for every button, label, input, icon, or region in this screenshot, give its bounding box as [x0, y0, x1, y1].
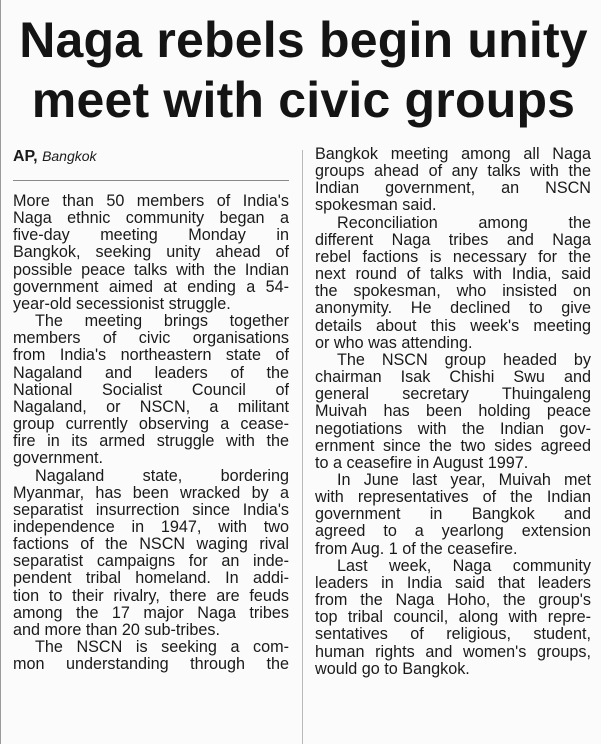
article-text-line: would go to Bangkok.	[315, 660, 470, 678]
article-text-line: factions of the NSCN waging rival	[13, 536, 289, 554]
article-text-line: Reconciliation among the	[337, 214, 591, 232]
article-text-line: government in Bangkok and	[315, 506, 591, 524]
article-text-line: human rights and women's groups,	[315, 643, 591, 661]
article-text-line: ernment since the two sides agreed	[315, 437, 591, 455]
article-text-line: Myanmar, has been wracked by a	[13, 484, 289, 502]
article-text-line: rebel factions is necessary for the	[315, 248, 591, 266]
article-text-line: groups ahead of any talks with the	[315, 163, 591, 181]
article-text-line: The NSCN group headed by	[337, 351, 591, 369]
article-text-line: group currently observing a cease-	[13, 416, 289, 434]
article-text-line: Nagaland and leaders of the	[13, 364, 289, 382]
article-text-line: The NSCN is seeking a com-	[35, 639, 289, 657]
article-text-line: with representatives of the Indian	[315, 489, 591, 507]
article-text-line: Muivah has been holding peace	[315, 403, 591, 421]
article-text-line: general secretary Thuingaleng	[315, 386, 591, 404]
article-text-line: or who was attending.	[315, 334, 473, 352]
article-text-line: among the 17 major Naga tribes	[13, 604, 289, 622]
article-text-line: next round of talks with India, said	[315, 266, 591, 284]
article-text-line: members of civic organisations	[13, 330, 289, 348]
left-column-text	[13, 193, 289, 673]
article-text-line: from the Naga Hoho, the group's	[315, 592, 591, 610]
article-text-line: anonymity. He declined to give	[315, 300, 591, 318]
article-text-line: possible peace talks with the Indian	[13, 261, 289, 279]
article-text-line: from Aug. 1 of the ceasefire.	[315, 540, 518, 558]
article-column-left	[13, 146, 289, 673]
article-text-line: More than 50 members of India's	[13, 193, 289, 210]
dateline-place: Bangkok	[42, 148, 97, 164]
article-text-line: Nagaland state, bordering	[35, 467, 289, 485]
article-text-line: Last week, Naga community	[337, 557, 591, 575]
article-text-line: government.	[13, 450, 103, 468]
article-text-line: the spokesman, who insisted on	[315, 283, 591, 301]
article-text-line: sentatives of religious, student,	[315, 626, 591, 644]
article-text-line: top tribal council, along with repre-	[315, 609, 591, 627]
article-headline	[11, 10, 596, 130]
article-text-line: fire in its armed struggle with the	[13, 433, 289, 451]
article-text-line: year-old secessionist struggle.	[13, 295, 231, 313]
article-text-line: negotiations with the Indian gov-	[315, 420, 591, 438]
dateline-agency: AP,	[13, 148, 38, 165]
article-text-line: In June last year, Muivah met	[337, 471, 591, 489]
article-text-line: National Socialist Council of	[13, 381, 289, 399]
article-text-line: and more than 20 sub-tribes.	[13, 621, 220, 639]
right-column-text	[315, 146, 591, 678]
article-text-line: different Naga tribes and Naga	[315, 231, 591, 249]
article-text-line: leaders in India said that leaders	[315, 574, 591, 592]
article-text-line: separatist insurrection since India's	[13, 501, 289, 519]
dateline-rule	[13, 180, 289, 181]
article-text-line: Nagaland, or NSCN, a militant	[13, 398, 289, 416]
article-text-line: government aimed at ending a 54-	[13, 278, 289, 296]
article-text-line: agreed to a yearlong extension	[315, 523, 591, 541]
article-text-line: Bangkok, seeking unity ahead of	[13, 244, 289, 262]
article-text-line: five-day meeting Monday in	[13, 227, 289, 245]
headline-line: Naga rebels begin unity	[19, 12, 588, 68]
article-text-line: Naga ethnic community began a	[13, 210, 289, 228]
article-text-line: Bangkok meeting among all Naga	[315, 146, 591, 163]
article-text-line: chairman Isak Chishi Swu and	[315, 369, 591, 387]
article-text-line: to a ceasefire in August 1997.	[315, 454, 529, 472]
article-text-line: independence in 1947, with two	[13, 518, 289, 536]
article-text-line: separatist campaigns for an inde-	[13, 553, 289, 571]
article-text-line: details about this week's meeting	[315, 317, 591, 335]
column-divider	[302, 150, 303, 744]
article-text-line: from India's northeastern state of	[13, 347, 289, 365]
dateline	[13, 146, 289, 167]
headline-line: meet with civic groups	[31, 72, 576, 128]
article-column-right	[315, 146, 591, 678]
article-text-line: pendent tribal homeland. In addi-	[13, 570, 289, 588]
article-text-line: The meeting brings together	[35, 313, 289, 331]
article-text-line: tion to their rivalry, there are feuds	[13, 587, 289, 605]
article-text-line: spokesman said.	[315, 197, 437, 215]
article-text-line: mon understanding through the	[13, 656, 289, 674]
article-text-line: Indian government, an NSCN	[315, 180, 591, 198]
